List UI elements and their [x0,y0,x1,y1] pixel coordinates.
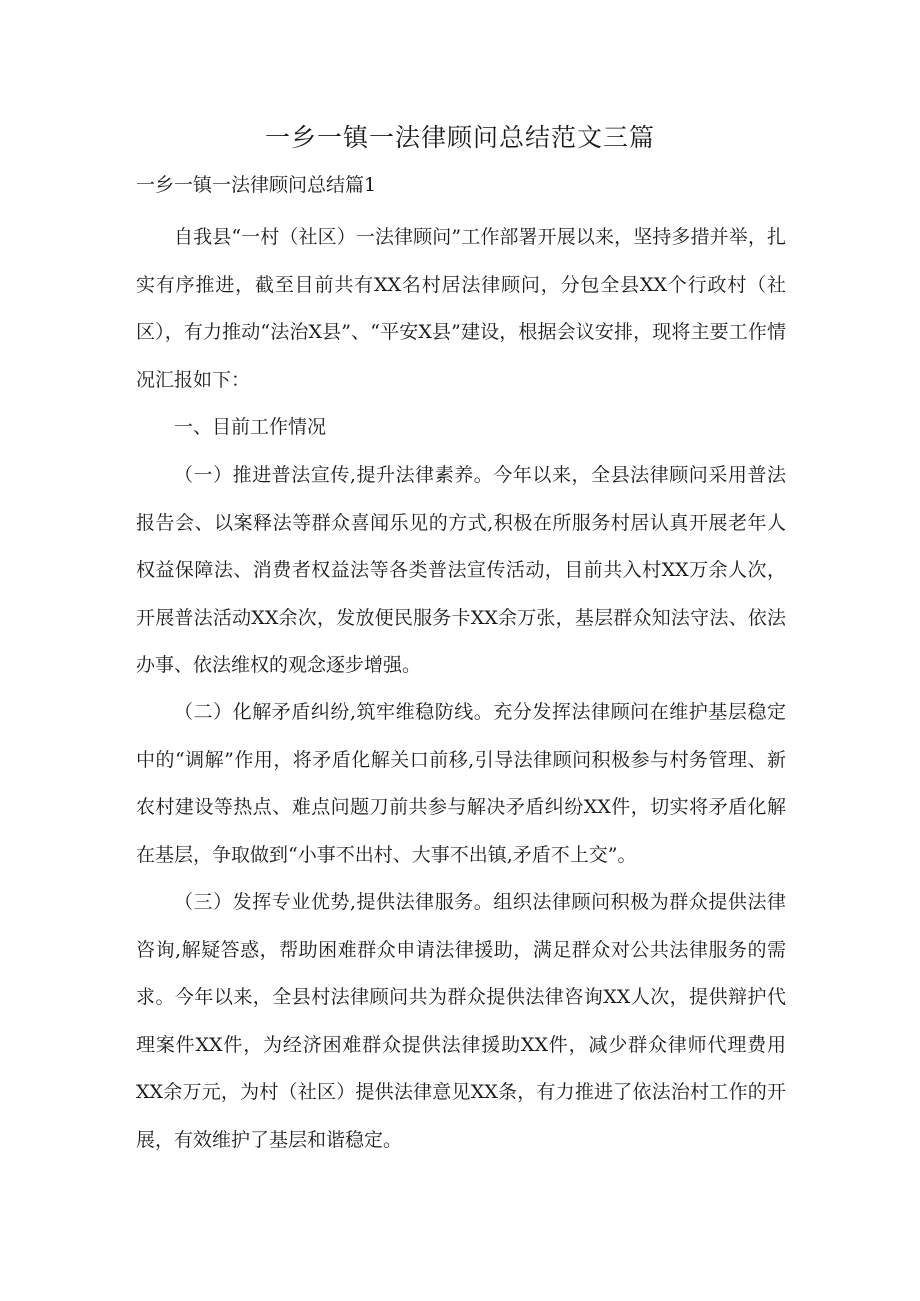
paragraph-dispute-resolution: （二）化解矛盾纠纷,筑牢维稳防线。充分发挥法律顾问在维护基层稳定中的“调解”作用，将矛盾化解关口前移,引导法律顾问积极参与村务管理、新农村建设等热点、难点问题刀前共参与解决矛盾纠纷XX件，切实将矛盾化解在基层，争取做到“小事不出村、大事不出镇,矛盾不上交”。 [136,701,786,866]
paragraph-legal-publicity: （一）推进普法宣传,提升法律素养。今年以来，全县法律顾问采用普法报告会、以案释法等群众喜闻乐见的方式,积极在所服务村居认真开展老年人权益保障法、消费者权益法等各类普法宣传活动，目前共入村XX万余人次，开展普法活动XX余次，发放便民服务卡XX余万张，基层群众知法守法、依法办事、依法维权的观念逐步增强。 [136,464,786,676]
section-title: 一乡一镇一法律顾问总结篇1 [136,174,377,196]
document-title: 一乡一镇一法律顾问总结范文三篇 [264,123,655,152]
intro-paragraph: 自我县“一村（社区）一法律顾问”工作部署开展以来，坚持多措并举，扎实有序推进，截至目前共有XX名村居法律顾问，分包全县XX个行政村（社区），有力推动“法治X县”、“平安X县”建设，根据会议安排，现将主要工作情况汇报如下： [136,226,786,391]
paragraph-legal-services: （三）发挥专业优势,提供法律服务。组织法律顾问积极为群众提供法律咨询,解疑答惑，帮助困难群众申请法律援助，满足群众对公共法律服务的需求。今年以来，全县村法律顾问共为群众提供法律咨询XX人次，提供辩护代理案件XX件，为经济困难群众提供法律援助XX件，减少群众律师代理费用XX余万元，为村（社区）提供法律意见XX条，有力推进了依法治村工作的开展，有效维护了基层和谐稳定。 [136,891,786,1151]
heading-current-work: 一、目前工作情况 [174,416,327,438]
